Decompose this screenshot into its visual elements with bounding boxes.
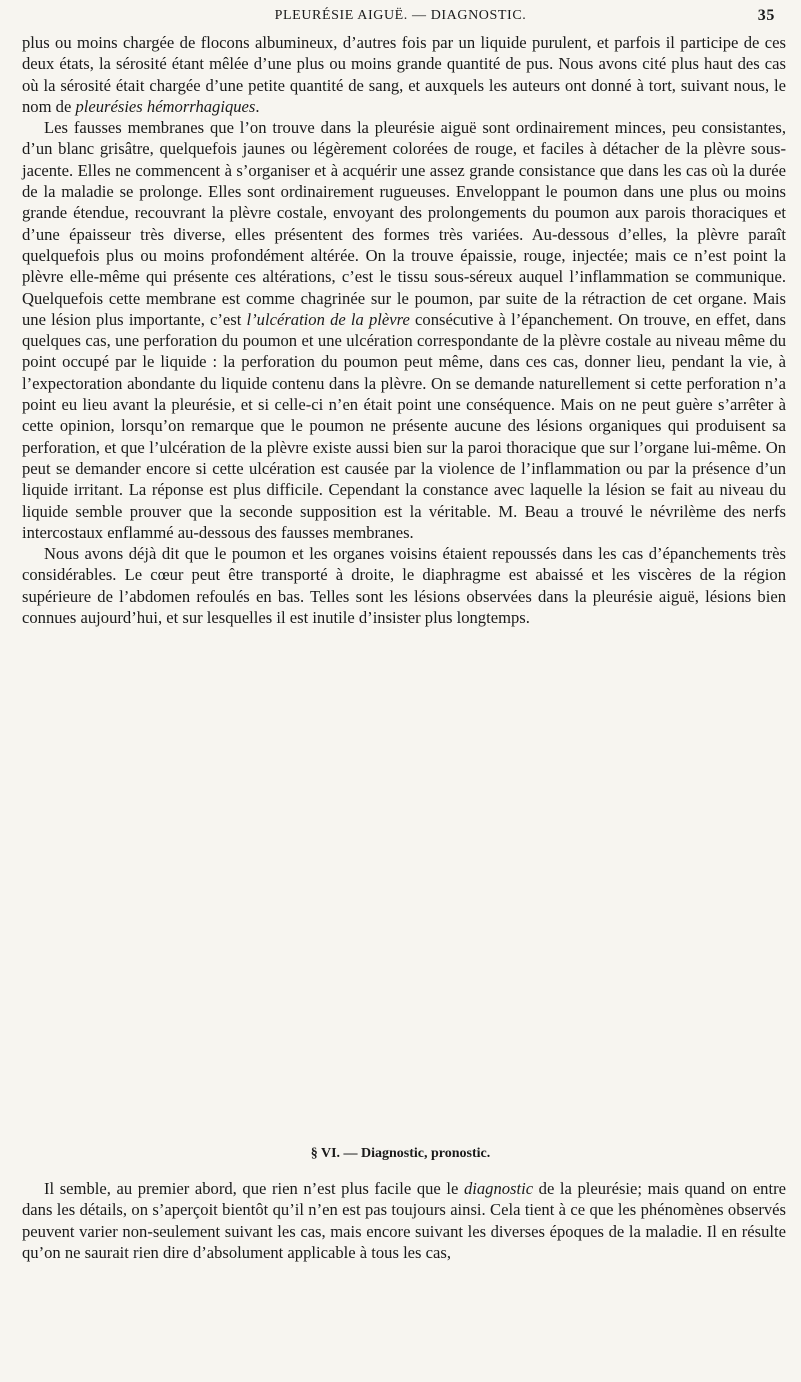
running-head [0, 4, 801, 28]
running-head-title: PLEURÉSIE AIGUË. — DIAGNOSTIC. [274, 8, 527, 23]
section-heading: § VI. — Diagnostic, pronostic. [310, 1146, 491, 1161]
text-run: plus ou moins chargée de flocons albumineux, d’autres fois par un liquide purulent, et parfois il participe de ces deux états, la sérosité étant mêlée d’une plus ou moins grande quantité de pus. Nous avons cité plus haut des cas où la sérosité était chargée d’une petite quantité de sang, et auxquels les auteurs ont donné à tort, suivant nous, le nom de [22, 33, 786, 116]
text-run: Nous avons déjà dit que le poumon et les organes voisins étaient repoussés dans les cas d’épanchements très considérables. Le cœur peut être transporté à droite, le diaphragme est abaissé et les viscères de la région supérieure de l’abdomen refoulés en bas. Telles sont les lésions observées dans la pleurésie aiguë, lésions bien connues aujourd’hui, et sur lesquelles il est inutile d’insister plus longtemps. [22, 544, 786, 628]
text-run: consécutive à l’épanchement. On trouve, en effet, dans quelques cas, une perforation du poumon et une ulcération correspondante de la plèvre costale au niveau même du point occupé par le liquide : la perforation du poumon peut même, dans ces cas, donner lieu, pendant la vie, à l’expectoration abondante du liquide contenu dans la plèvre. On se demande naturellement si cette perforation n’a point eu lieu avant la pleurésie, et si celle-ci n’en était point une conséquence. Mais on ne peut guère s’arrêter à cette opinion, lorsqu’on remarque que le poumon ne présente aucune des lésions organiques qui produisent sa perforation, et que l’ulcération de la plèvre existe aussi bien sur la paroi thoracique que sur l’organe lui-même. On peut se demander encore si cette ulcération est causée par la violence de l’inflammation ou par la présence d’un liquide irritant. La réponse est plus difficile. Cependant la constance avec laquelle la lésion se fait au niveau du liquide semble prouver que la seconde supposition est la véritable. M. Beau a trouvé le névrilème des nerfs intercostaux enflammé au-dessous des fausses membranes. [22, 309, 786, 542]
text-run: Les fausses membranes que l’on trouve dans la pleurésie aiguë sont ordinairement minces, peu consistantes, d’un blanc grisâtre, quelquefois jaunes ou légèrement colorées de rouge, et faciles à détacher de la plèvre sous-jacente. Elles ne commencent à s’organiser et à acquérir une assez grande consistance que dans les cas où la durée de la maladie se prolonge. Elles sont ordinairement rugueuses. Enveloppant le poumon dans une plus ou moins grande étendue, recouvrant la plèvre costale, envoyant des prolongements du poumon aux parois thoraciques et d’une épaisseur très diverse, elles présentent des formes très variées. Au-dessous d’elles, la plèvre paraît quelquefois plus ou moins profondément altérée. On la trouve épaissie, rouge, injectée; mais ce n’est point la plèvre elle-même qui présente ces altérations, c’est le tissu sous-séreux auquel l’inflammation se communique. Quelquefois cette membrane est comme chagrinée sur le poumon, par suite de la rétraction de cet organe. Mais une lésion plus importante, c’est [22, 118, 786, 329]
paragraph [22, 1178, 786, 1263]
paragraph [22, 543, 786, 628]
paragraph [22, 117, 786, 543]
text-run: Il semble, au premier abord, que rien n’est plus facile que le [44, 1179, 464, 1198]
text-run: . [255, 96, 260, 116]
page-number: 35 [757, 7, 775, 24]
section-text [22, 1178, 786, 1263]
italic-term: pleurésies hémorrhagiques [75, 96, 256, 116]
text-run: de la pleurésie; mais quand on entre dans les détails, on s’aperçoit bientôt qu’il n’en est pas toujours ainsi. Cela tient à ce que les phénomènes observés peuvent varier non-seulement suivant les cas, mais encore suivant les diverses époques de la maladie. Il en résulte qu’on ne saurait rien dire d’absolument applicable à tous les cas, [22, 1179, 786, 1262]
italic-term: l’ulcération de la plèvre [246, 309, 410, 329]
main-text [22, 32, 786, 628]
italic-term: diagnostic [463, 1179, 534, 1198]
paragraph [22, 32, 786, 117]
